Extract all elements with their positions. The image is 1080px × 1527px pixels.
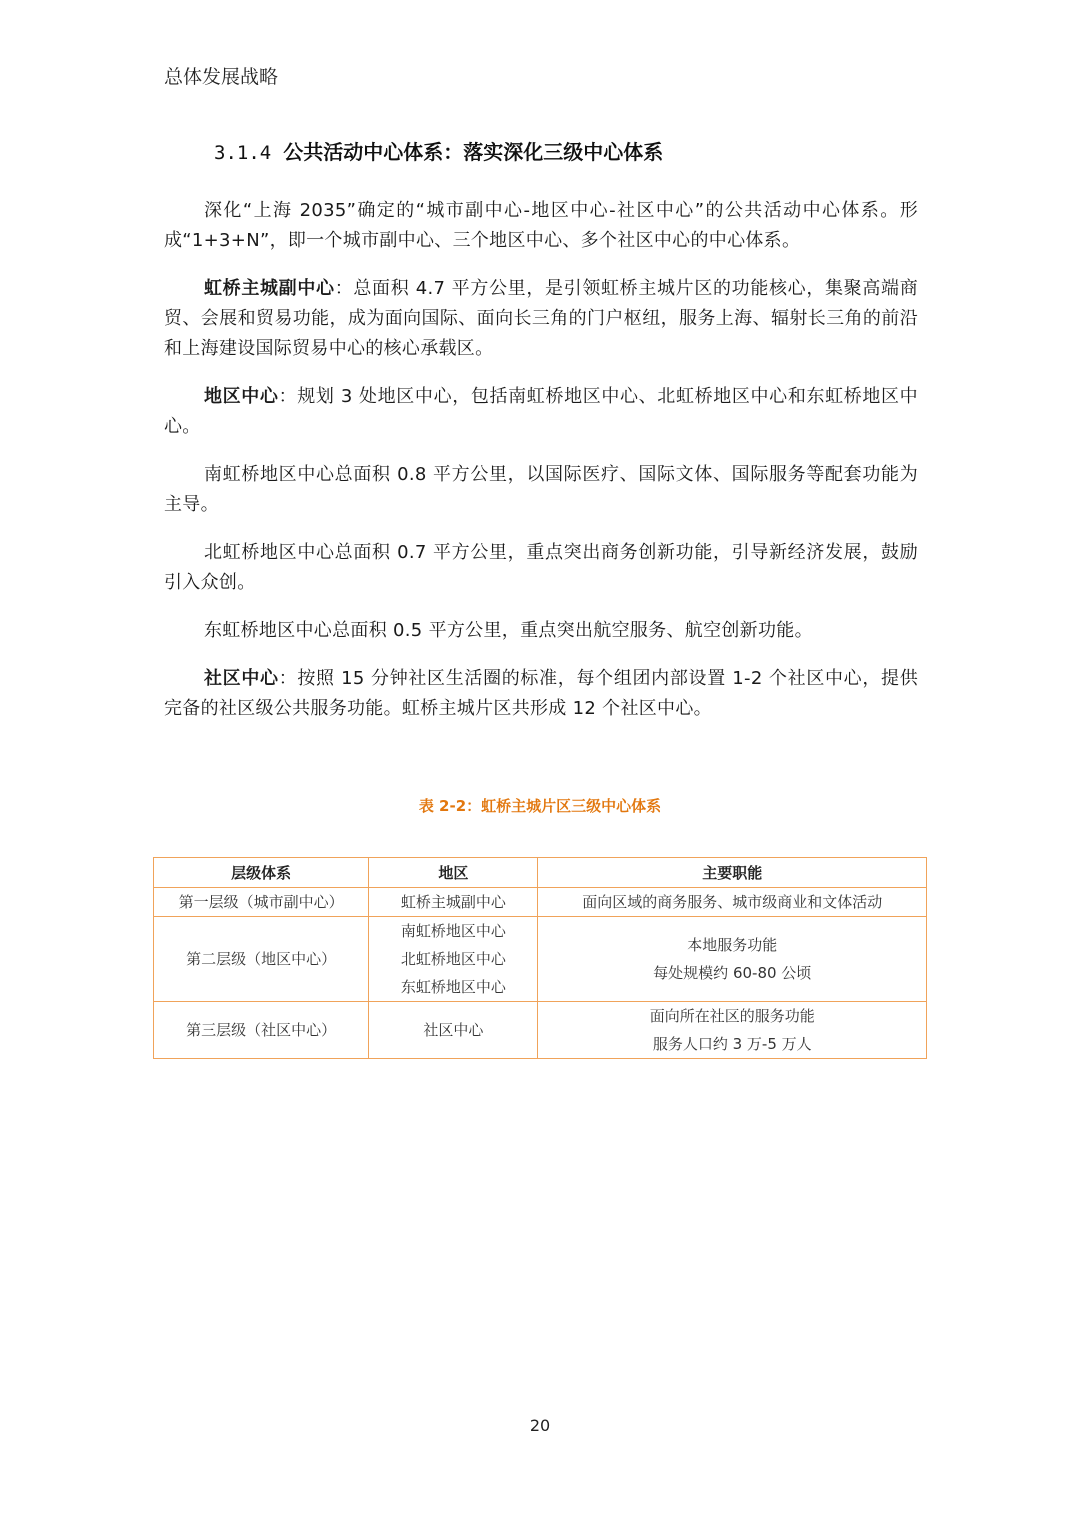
paragraph-east-hongqiao: 东虹桥地区中心总面积 0.5 平方公里，重点突出航空服务、航空创新功能。 bbox=[204, 620, 813, 641]
paragraph-district-centers: 地区中心：规划 3 处地区中心，包括南虹桥地区中心、北虹桥地区中心和东虹桥地区中心。 bbox=[164, 386, 918, 437]
paragraph-south-hongqiao: 南虹桥地区中心总面积 0.8 平方公里，以国际医疗、国际文体、国际服务等配套功能为主导。 bbox=[164, 464, 918, 515]
header-functions: 主要职能 bbox=[538, 858, 927, 888]
cell-functions: 面向区域的商务服务、城市级商业和文体活动 bbox=[538, 888, 927, 917]
paragraph-community-centers: 社区中心：按照 15 分钟社区生活圈的标准，每个组团内部设置 1-2 个社区中心，提供完备的社区级公共服务功能。虹桥主城片区共形成 12 个社区中心。 bbox=[164, 668, 918, 719]
page-number: 20 bbox=[529, 1416, 551, 1435]
section-number: 3.1.4 bbox=[214, 142, 272, 164]
section-heading bbox=[214, 136, 663, 165]
running-header: 总体发展战略 bbox=[164, 66, 279, 88]
cell-functions: 面向所在社区的服务功能 服务人口约 3 万-5 万人 bbox=[538, 1002, 927, 1059]
paragraph-lead: 地区中心 bbox=[204, 386, 279, 407]
header-level: 层级体系 bbox=[154, 858, 369, 888]
table-row bbox=[154, 1002, 927, 1059]
cell-area: 虹桥主城副中心 bbox=[369, 888, 538, 917]
body-text bbox=[164, 196, 918, 742]
header-area: 地区 bbox=[369, 858, 538, 888]
paragraph-sub-center: 虹桥主城副中心：总面积 4.7 平方公里，是引领虹桥主城片区的功能核心，集聚高端商贸、会展和贸易功能，成为面向国际、面向长三角的门户枢纽，服务上海、辐射长三角的前沿和上海建设国际贸易中心的核心承载区。 bbox=[164, 278, 918, 359]
center-hierarchy-table bbox=[153, 857, 927, 1059]
table-row bbox=[154, 888, 927, 917]
cell-functions: 本地服务功能 每处规模约 60-80 公顷 bbox=[538, 917, 927, 1002]
cell-area: 社区中心 bbox=[369, 1002, 538, 1059]
paragraph-lead: 社区中心 bbox=[204, 668, 279, 689]
cell-area: 南虹桥地区中心 北虹桥地区中心 东虹桥地区中心 bbox=[369, 917, 538, 1002]
table-caption: 表 2-2：虹桥主城片区三级中心体系 bbox=[418, 797, 662, 815]
cell-level: 第三层级（社区中心） bbox=[154, 1002, 369, 1059]
paragraph-shanghai-2035: 深化“上海 2035”确定的“城市副中心-地区中心-社区中心”的公共活动中心体系。形成“1+3+N”，即一个城市副中心、三个地区中心、多个社区中心的中心体系。 bbox=[164, 200, 918, 251]
table-row bbox=[154, 917, 927, 1002]
paragraph-lead: 虹桥主城副中心 bbox=[204, 278, 335, 299]
cell-level: 第一层级（城市副中心） bbox=[154, 888, 369, 917]
cell-level: 第二层级（地区中心） bbox=[154, 917, 369, 1002]
table-header-row bbox=[154, 858, 927, 888]
paragraph-north-hongqiao: 北虹桥地区中心总面积 0.7 平方公里，重点突出商务创新功能，引导新经济发展，鼓励引入众创。 bbox=[164, 542, 918, 593]
section-title: 公共活动中心体系：落实深化三级中心体系 bbox=[283, 140, 664, 164]
